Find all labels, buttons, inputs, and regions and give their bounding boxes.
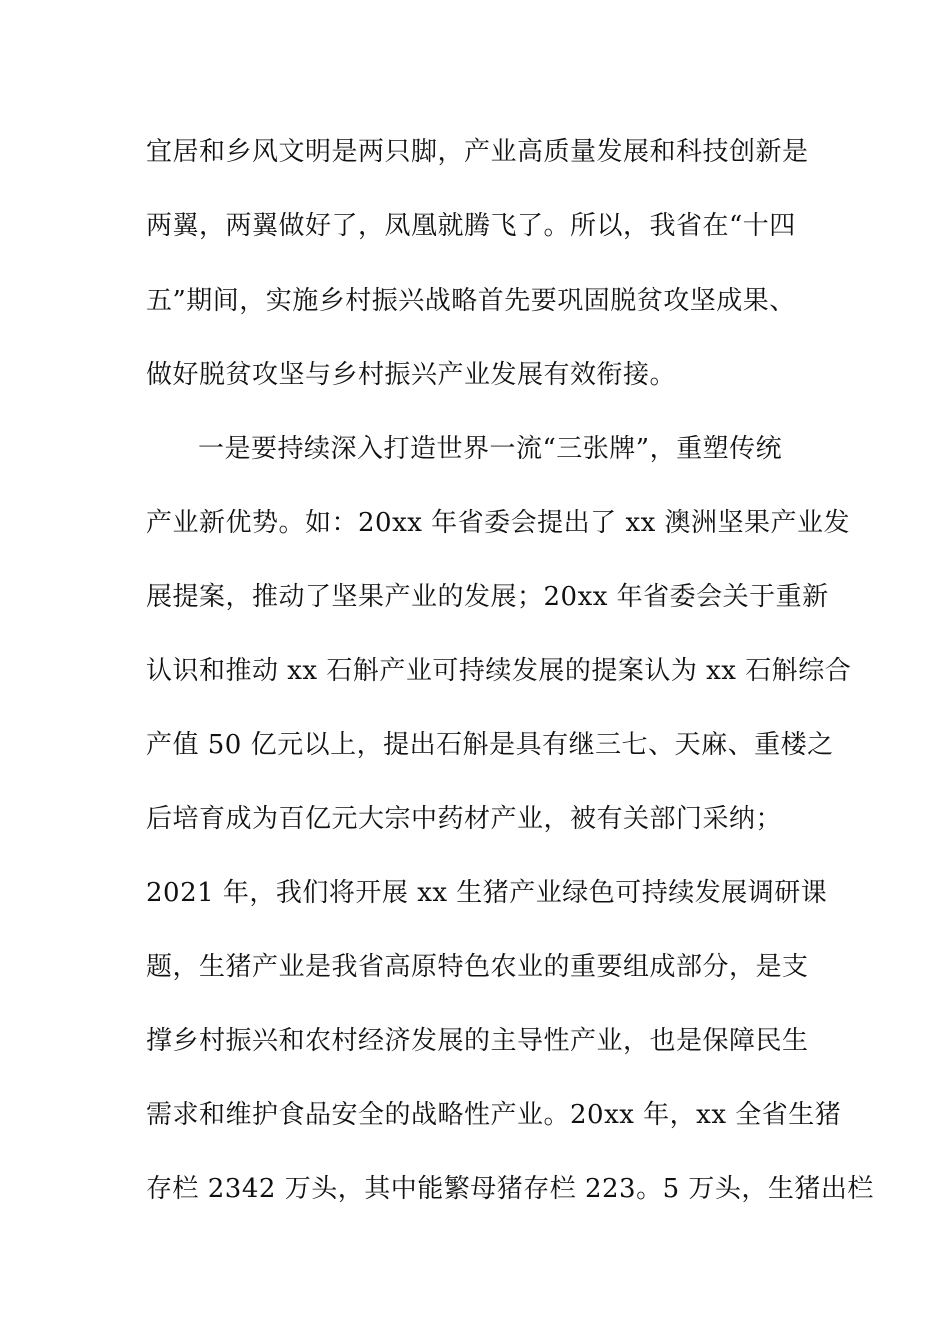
text-line-4: 做好脱贫攻坚与乡村振兴产业发展有效衔接。 (146, 360, 677, 390)
text-line-13: 撑乡村振兴和农村经济发展的主导性产业，也是保障民生 (146, 1026, 809, 1056)
text-line-15: 存栏 2342 万头，其中能繁母猪存栏 223。5 万头，生猪出栏 (146, 1174, 874, 1204)
text-line-14: 需求和维护食品安全的战略性产业。20xx 年，xx 全省生猪 (146, 1100, 842, 1130)
text-line-9: 产值 50 亿元以上，提出石斛是具有继三七、天麻、重楼之 (146, 730, 834, 760)
text-line-2: 两翼，两翼做好了，凤凰就腾飞了。所以，我省在“十四 (146, 211, 796, 241)
text-line-3: 五”期间，实施乡村振兴战略首先要巩固脱贫攻坚成果、 (146, 286, 796, 316)
text-line-11: 2021 年，我们将开展 xx 生猪产业绿色可持续发展调研课 (146, 878, 828, 908)
paragraph-start-line: 一是要持续深入打造世界一流“三张牌”，重塑传统 (198, 434, 783, 464)
text-line-12: 题，生猪产业是我省高原特色农业的重要组成部分，是支 (146, 952, 809, 982)
text-line-1: 宜居和乡风文明是两只脚，产业高质量发展和科技创新是 (146, 137, 809, 167)
text-line-7: 展提案，推动了坚果产业的发展；20xx 年省委会关于重新 (146, 582, 829, 612)
text-line-8: 认识和推动 xx 石斛产业可持续发展的提案认为 xx 石斛综合 (146, 656, 852, 686)
text-line-10: 后培育成为百亿元大宗中药材产业，被有关部门采纳； (146, 804, 783, 834)
text-line-6: 产业新优势。如：20xx 年省委会提出了 xx 澳洲坚果产业发 (146, 508, 851, 538)
